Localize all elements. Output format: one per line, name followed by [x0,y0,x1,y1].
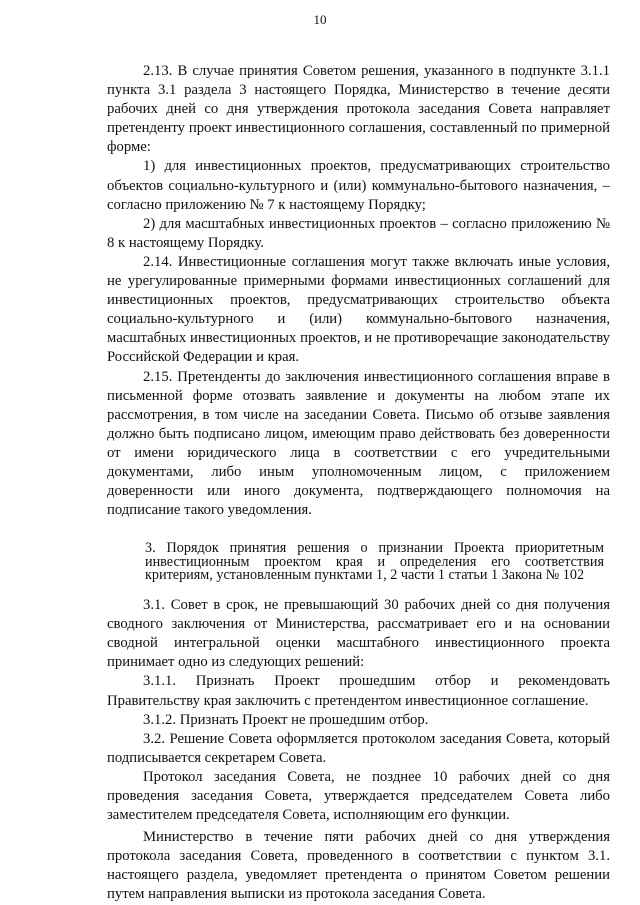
paragraph-ministry-notification: Министерство в течение пяти рабочих дней со дня утверждения протокола заседания Совета, проведенного в соответствии с пунктом 3.1. настоящего раздела, уведомляет претендента о принятом Советом решении путем направления выписки из протокола заседания Совета. [107,829,610,903]
paragraph-2-13-item-2: 2) для масштабных инвестиционных проектов – согласно приложению № 8 к настоящему Порядку. [107,215,610,251]
paragraph-3-1-2: 3.1.2. Признать Проект не прошедшим отбор. [143,711,429,728]
section-3-heading: 3. Порядок принятия решения о признании Проекта приоритетным инвестиционным проектом края и определения его соответствия критериям, установленным пунктами 1, 2 части 1 статьи 1 Закона № 102 [145,540,604,584]
paragraph-2-13: 2.13. В случае принятия Советом решения, указанного в подпункте 3.1.1 пункта 3.1 раздела 3 настоящего Порядка, Министерство в течение десяти рабочих дней со дня утверждения протокола заседания Совета направляет претенденту проект инвестиционного соглашения, составленный по примерной форме: [107,63,610,156]
paragraph-2-15: 2.15. Претенденты до заключения инвестиционного соглашения вправе в письменной форме отозвать заявление и документы на любом этапе их рассмотрения, в том числе на заседании Совета. Письмо об отзыве заявления должно быть подписано лицом, имеющим право действовать без доверенности от имени юридического лица в соответствии с его учредительными документами, либо иным уполномоченным лицом, с приложением доверенности или иного документа, подтверждающего полномочия на подписание такого уведомления. [107,368,610,519]
paragraph-protocol-approval: Протокол заседания Совета, не позднее 10 рабочих дней со дня проведения заседания Совета, утверждается председателем Совета либо заместителем председателя Совета, исполняющим его функции. [107,768,610,824]
paragraph-3-1: 3.1. Совет в срок, не превышающий 30 рабочих дней со дня получения сводного заключения от Министерства, рассматривает его и на основании сводной интегральной оценки масштабного инвестиционного проекта принимает одно из следующих решений: [107,597,610,671]
paragraph-3-2: 3.2. Решение Совета оформляется протоколом заседания Совета, который подписывается секретарем Совета. [107,730,610,766]
paragraph-2-13-item-1: 1) для инвестиционных проектов, предусматривающих строительство объектов социально-культурного и (или) коммунально-бытового назначения, – согласно приложению № 7 к настоящему Порядку; [107,158,610,213]
paragraph-2-14: 2.14. Инвестиционные соглашения могут также включать иные условия, не урегулированные примерными формами инвестиционных соглашений для инвестиционных проектов, предусматривающих строительство объекта социально-культурного и (или) коммунально-бытового назначения, масштабных инвестиционных проектов, и не противоречащие законодательству Российской Федерации и края. [107,253,610,366]
page-number: 10 [313,12,327,27]
document-body [107,62,610,905]
paragraph-3-1-1: 3.1.1. Признать Проект прошедшим отбор и рекомендовать Правительству края заключить с претендентом инвестиционное соглашение. [107,673,610,709]
